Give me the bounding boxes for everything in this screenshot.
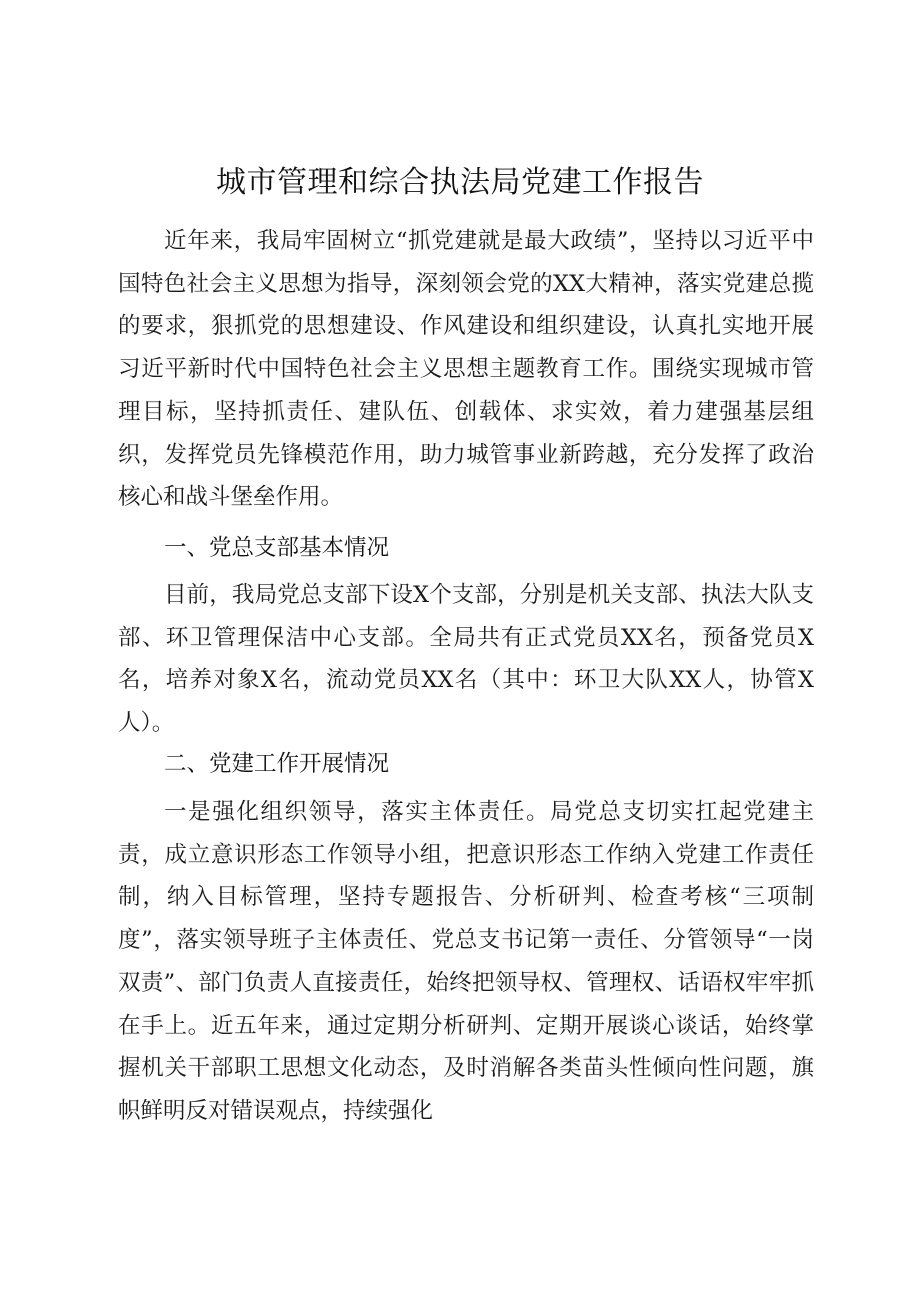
- section-heading-basic-info: 一、党总支部基本情况: [164, 535, 390, 561]
- section-paragraph-work-progress: 一是强化组织领导，落实主体责任。局党总支切实扛起党建主责，成立意识形态工作领导小组，把意识形态工作纳入党建工作责任制，纳入目标管理，坚持专题报告、分析研判、检查考核“三项制度”，落实领导班子主体责任、党总支书记第一责任、分管领导“一岗双责”、部门负责人直接责任，始终把领导权、管理权、话语权牢牢抓在手上。近五年来，通过定期分析研判、定期开展谈心谈话，始终掌握机关干部职工思想文化动态，及时消解各类苗头性倾向性问题，旗帜鲜明反对错误观点，持续强化: [118, 799, 814, 1124]
- section-heading-work-progress: 二、党建工作开展情况: [164, 751, 390, 777]
- intro-paragraph: 近年来，我局牢固树立“抓党建就是最大政绩”，坚持以习近平中国特色社会主义思想为指导，深刻领会党的XX大精神，落实党建总揽的要求，狠抓党的思想建设、作风建设和组织建设，认真扎实地开展习近平新时代中国特色社会主义思想主题教育工作。围绕实现城市管理目标，坚持抓责任、建队伍、创载体、求实效，着力建强基层组织，发挥党员先锋模范作用，助力城管事业新跨越，充分发挥了政治核心和战斗堡垒作用。: [118, 228, 814, 511]
- section-paragraph-basic-info: 目前，我局党总支部下设X个支部，分别是机关支部、执法大队支部、环卫管理保洁中心支部。全局共有正式党员XX名，预备党员X名，培养对象X名，流动党员XX名（其中：环卫大队XX人，协管X人）。: [118, 582, 814, 737]
- document-title: 城市管理和综合执法局党建工作报告: [216, 165, 704, 200]
